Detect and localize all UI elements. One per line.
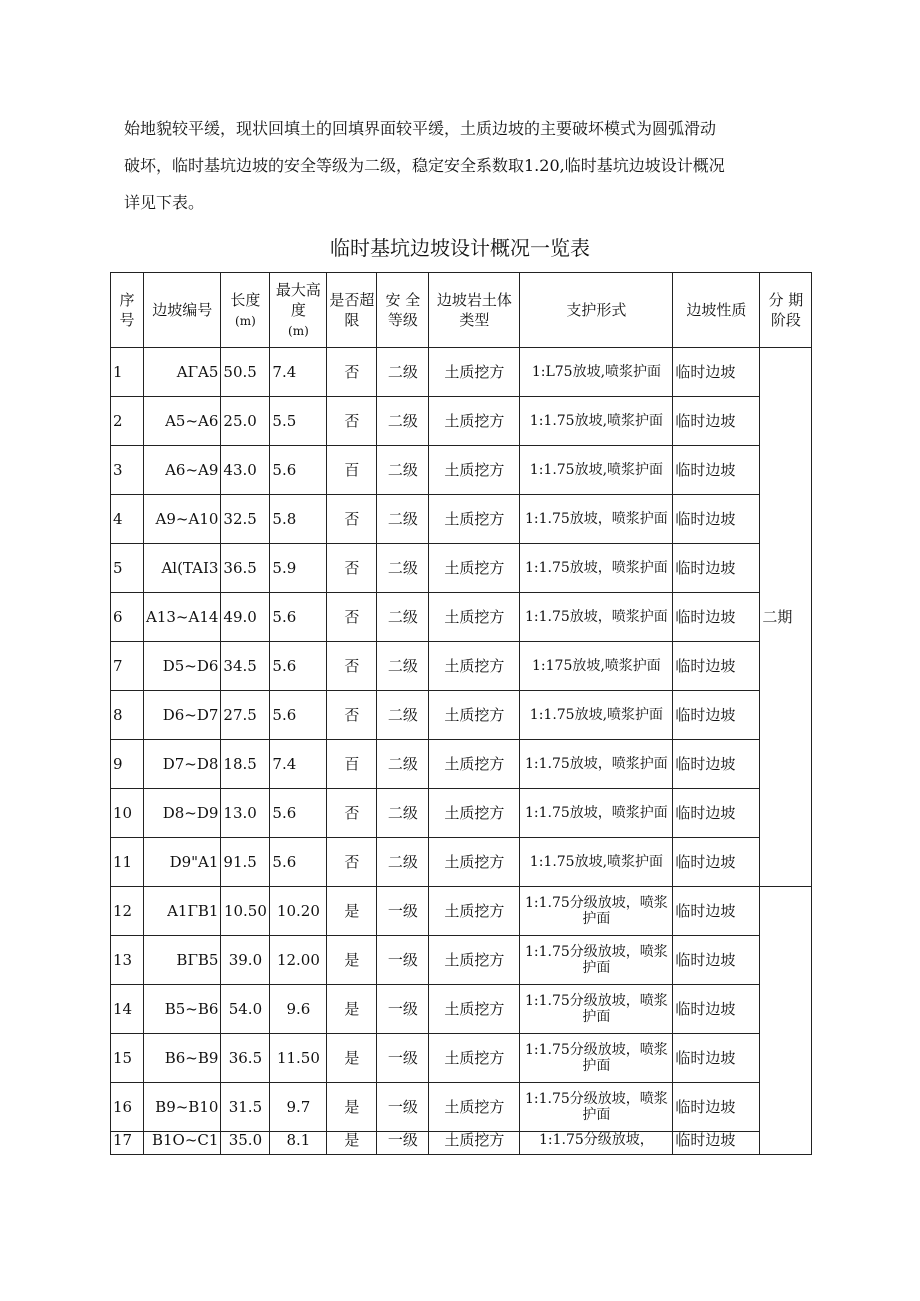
paragraph-line-1: 始地貌较平缓，现状回填土的回填界面较平缓，土质边坡的主要破坏模式为圆弧滑动 <box>124 119 717 138</box>
seq-cell: 3 <box>111 446 144 495</box>
level-cell: 一级 <box>377 936 429 985</box>
nature-cell: 临时边坡 <box>673 985 760 1034</box>
support-cell: 1:1.75分级放坡，喷浆护面 <box>520 985 673 1034</box>
level-cell: 二级 <box>377 348 429 397</box>
support-cell: 1:1.75放坡，喷浆护面 <box>520 544 673 593</box>
table-row <box>111 544 812 593</box>
seq-cell: 5 <box>111 544 144 593</box>
level-cell: 二级 <box>377 740 429 789</box>
header-length <box>221 273 270 348</box>
over-cell: 是 <box>327 1034 377 1083</box>
length-cell: 10.50 <box>221 887 270 936</box>
code-cell: D7~D8 <box>144 740 221 789</box>
nature-cell: 临时边坡 <box>673 495 760 544</box>
support-cell: 1:175放坡,喷浆护面 <box>520 642 673 691</box>
nature-cell: 临时边坡 <box>673 740 760 789</box>
support-cell: 1:1.75分级放坡，喷浆护面 <box>520 1083 673 1132</box>
intro-paragraph <box>124 110 824 221</box>
header-nature: 边坡性质 <box>673 273 760 348</box>
seq-cell: 10 <box>111 789 144 838</box>
height-cell: 5.6 <box>270 838 327 887</box>
code-cell: B9~B10 <box>144 1083 221 1132</box>
length-cell: 43.0 <box>221 446 270 495</box>
seq-cell: 11 <box>111 838 144 887</box>
support-cell: 1:1.75放坡，喷浆护面 <box>520 495 673 544</box>
nature-cell: 临时边坡 <box>673 1034 760 1083</box>
header-length-label: 长度 <box>230 290 261 309</box>
seq-cell: 1 <box>111 348 144 397</box>
table-row <box>111 397 812 446</box>
over-cell: 否 <box>327 838 377 887</box>
support-cell: 1:1.75分级放坡， <box>520 1132 673 1155</box>
soil-cell: 土质挖方 <box>429 642 520 691</box>
code-cell: A6~A9 <box>144 446 221 495</box>
length-cell: 91.5 <box>221 838 270 887</box>
code-cell: B6~B9 <box>144 1034 221 1083</box>
over-cell: 是 <box>327 1083 377 1132</box>
code-cell: A13~A14 <box>144 593 221 642</box>
paragraph-line-3: 详见下表。 <box>124 193 205 212</box>
soil-cell: 土质挖方 <box>429 691 520 740</box>
over-cell: 否 <box>327 544 377 593</box>
header-height <box>270 273 327 348</box>
soil-cell: 土质挖方 <box>429 495 520 544</box>
level-cell: 一级 <box>377 1083 429 1132</box>
nature-cell: 临时边坡 <box>673 838 760 887</box>
code-cell: D8~D9 <box>144 789 221 838</box>
nature-cell: 临时边坡 <box>673 887 760 936</box>
over-cell: 否 <box>327 691 377 740</box>
support-cell: 1:1.75放坡,喷浆护面 <box>520 838 673 887</box>
table-title: 临时基坑边坡设计概况一览表 <box>330 236 590 260</box>
seq-cell: 15 <box>111 1034 144 1083</box>
height-cell: 9.7 <box>270 1083 327 1132</box>
soil-cell: 土质挖方 <box>429 593 520 642</box>
soil-cell: 土质挖方 <box>429 446 520 495</box>
over-cell: 否 <box>327 642 377 691</box>
header-soil: 边坡岩土体类型 <box>429 273 520 348</box>
code-cell: D6~D7 <box>144 691 221 740</box>
length-cell: 31.5 <box>221 1083 270 1132</box>
level-cell: 二级 <box>377 446 429 495</box>
level-cell: 二级 <box>377 544 429 593</box>
table-row <box>111 495 812 544</box>
length-cell: 13.0 <box>221 789 270 838</box>
nature-cell: 临时边坡 <box>673 789 760 838</box>
height-cell: 7.4 <box>270 348 327 397</box>
over-cell: 是 <box>327 1132 377 1155</box>
level-cell: 一级 <box>377 985 429 1034</box>
length-cell: 50.5 <box>221 348 270 397</box>
code-cell: A9~A10 <box>144 495 221 544</box>
seq-cell: 2 <box>111 397 144 446</box>
slope-design-table <box>110 272 812 1155</box>
over-cell: 是 <box>327 985 377 1034</box>
support-cell: 1:1.75放坡,喷浆护面 <box>520 397 673 446</box>
table-row <box>111 642 812 691</box>
table-row <box>111 789 812 838</box>
nature-cell: 临时边坡 <box>673 348 760 397</box>
height-cell: 5.6 <box>270 446 327 495</box>
table-row <box>111 740 812 789</box>
length-cell: 54.0 <box>221 985 270 1034</box>
over-cell: 否 <box>327 397 377 446</box>
over-cell: 否 <box>327 495 377 544</box>
table-row <box>111 1083 812 1132</box>
table-row <box>111 593 812 642</box>
height-cell: 5.6 <box>270 593 327 642</box>
length-cell: 25.0 <box>221 397 270 446</box>
level-cell: 二级 <box>377 691 429 740</box>
seq-cell: 17 <box>111 1132 144 1155</box>
soil-cell: 土质挖方 <box>429 936 520 985</box>
seq-cell: 6 <box>111 593 144 642</box>
length-cell: 36.5 <box>221 544 270 593</box>
over-cell: 否 <box>327 789 377 838</box>
header-over: 是否超限 <box>327 273 377 348</box>
length-cell: 35.0 <box>221 1132 270 1155</box>
nature-cell: 临时边坡 <box>673 936 760 985</box>
header-height-label: 最大高度 <box>275 280 321 319</box>
table-row <box>111 1132 812 1155</box>
height-cell: 8.1 <box>270 1132 327 1155</box>
level-cell: 二级 <box>377 789 429 838</box>
table-row <box>111 936 812 985</box>
table-header-row <box>111 273 812 348</box>
height-cell: 9.6 <box>270 985 327 1034</box>
code-cell: B5~B6 <box>144 985 221 1034</box>
length-cell: 18.5 <box>221 740 270 789</box>
support-cell: 1:1.75放坡,喷浆护面 <box>520 691 673 740</box>
height-cell: 12.00 <box>270 936 327 985</box>
length-cell: 49.0 <box>221 593 270 642</box>
soil-cell: 土质挖方 <box>429 544 520 593</box>
soil-cell: 土质挖方 <box>429 348 520 397</box>
over-cell: 否 <box>327 593 377 642</box>
seq-cell: 4 <box>111 495 144 544</box>
height-cell: 5.8 <box>270 495 327 544</box>
table-row <box>111 691 812 740</box>
nature-cell: 临时边坡 <box>673 446 760 495</box>
soil-cell: 土质挖方 <box>429 1132 520 1155</box>
level-cell: 二级 <box>377 397 429 446</box>
code-cell: A1ΓB1 <box>144 887 221 936</box>
level-cell: 二级 <box>377 593 429 642</box>
over-cell: 百 <box>327 446 377 495</box>
phase-cell: 二期 <box>760 348 812 887</box>
level-cell: 二级 <box>377 495 429 544</box>
level-cell: 一级 <box>377 887 429 936</box>
soil-cell: 土质挖方 <box>429 1083 520 1132</box>
header-seq: 序号 <box>111 273 144 348</box>
over-cell: 是 <box>327 936 377 985</box>
support-cell: 1:1.75放坡，喷浆护面 <box>520 593 673 642</box>
table-row <box>111 348 812 397</box>
table-row <box>111 985 812 1034</box>
seq-cell: 7 <box>111 642 144 691</box>
nature-cell: 临时边坡 <box>673 397 760 446</box>
support-cell: 1:1.75分级放坡，喷浆护面 <box>520 936 673 985</box>
height-cell: 11.50 <box>270 1034 327 1083</box>
nature-cell: 临时边坡 <box>673 1132 760 1155</box>
seq-cell: 14 <box>111 985 144 1034</box>
level-cell: 一级 <box>377 1034 429 1083</box>
height-cell: 5.5 <box>270 397 327 446</box>
nature-cell: 临时边坡 <box>673 691 760 740</box>
code-cell: A5~A6 <box>144 397 221 446</box>
height-cell: 10.20 <box>270 887 327 936</box>
height-cell: 5.6 <box>270 789 327 838</box>
over-cell: 否 <box>327 348 377 397</box>
table-row <box>111 887 812 936</box>
code-cell: D5~D6 <box>144 642 221 691</box>
paragraph-line-2: 破坏，临时基坑边坡的安全等级为二级，稳定安全系数取1.20,临时基坑边坡设计概况 <box>124 156 725 175</box>
length-cell: 39.0 <box>221 936 270 985</box>
code-cell: BΓB5 <box>144 936 221 985</box>
header-support: 支护形式 <box>520 273 673 348</box>
soil-cell: 土质挖方 <box>429 1034 520 1083</box>
code-cell: Al(TAI3 <box>144 544 221 593</box>
support-cell: 1:1.75放坡，喷浆护面 <box>520 789 673 838</box>
phase-cell-2 <box>760 887 812 1155</box>
soil-cell: 土质挖方 <box>429 397 520 446</box>
height-cell: 7.4 <box>270 740 327 789</box>
soil-cell: 土质挖方 <box>429 887 520 936</box>
length-cell: 27.5 <box>221 691 270 740</box>
seq-cell: 9 <box>111 740 144 789</box>
support-cell: 1:1.75放坡,喷浆护面 <box>520 446 673 495</box>
support-cell: 1:L75放坡,喷浆护面 <box>520 348 673 397</box>
seq-cell: 13 <box>111 936 144 985</box>
nature-cell: 临时边坡 <box>673 593 760 642</box>
nature-cell: 临时边坡 <box>673 1083 760 1132</box>
code-cell: B1O~C1 <box>144 1132 221 1155</box>
level-cell: 二级 <box>377 642 429 691</box>
support-cell: 1:1.75分级放坡，喷浆护面 <box>520 887 673 936</box>
over-cell: 是 <box>327 887 377 936</box>
seq-cell: 16 <box>111 1083 144 1132</box>
table-row <box>111 1034 812 1083</box>
soil-cell: 土质挖方 <box>429 740 520 789</box>
code-cell: D9"A1 <box>144 838 221 887</box>
over-cell: 百 <box>327 740 377 789</box>
code-cell: AΓA5 <box>144 348 221 397</box>
header-length-unit: (m) <box>235 313 256 328</box>
support-cell: 1:1.75放坡，喷浆护面 <box>520 740 673 789</box>
seq-cell: 12 <box>111 887 144 936</box>
nature-cell: 临时边坡 <box>673 544 760 593</box>
table-row <box>111 838 812 887</box>
height-cell: 5.6 <box>270 642 327 691</box>
length-cell: 36.5 <box>221 1034 270 1083</box>
length-cell: 32.5 <box>221 495 270 544</box>
support-cell: 1:1.75分级放坡，喷浆护面 <box>520 1034 673 1083</box>
soil-cell: 土质挖方 <box>429 985 520 1034</box>
soil-cell: 土质挖方 <box>429 789 520 838</box>
header-code: 边坡编号 <box>144 273 221 348</box>
nature-cell: 临时边坡 <box>673 642 760 691</box>
header-height-unit: (m) <box>288 323 309 338</box>
header-phase: 分 期阶段 <box>760 273 812 348</box>
level-cell: 一级 <box>377 1132 429 1155</box>
table-row <box>111 446 812 495</box>
level-cell: 二级 <box>377 838 429 887</box>
height-cell: 5.9 <box>270 544 327 593</box>
height-cell: 5.6 <box>270 691 327 740</box>
length-cell: 34.5 <box>221 642 270 691</box>
seq-cell: 8 <box>111 691 144 740</box>
header-safety: 安 全等级 <box>377 273 429 348</box>
soil-cell: 土质挖方 <box>429 838 520 887</box>
